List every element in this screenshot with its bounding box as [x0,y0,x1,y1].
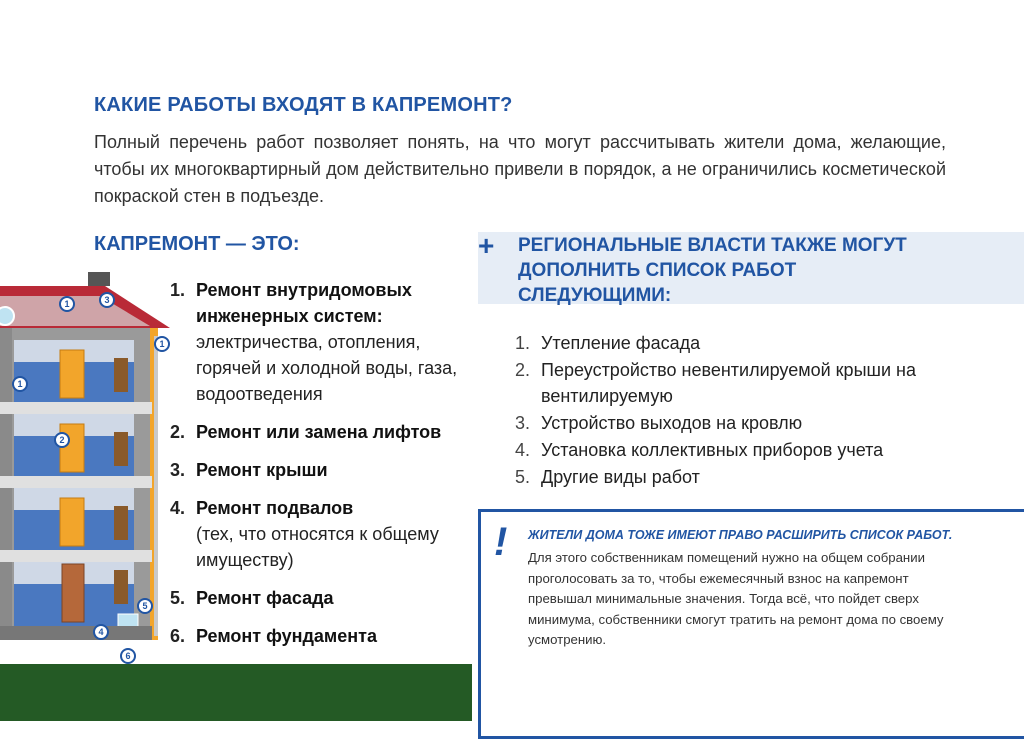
item-number: 4. [515,439,531,460]
page-heading: КАКИЕ РАБОТЫ ВХОДЯТ В КАПРЕМОНТ? [94,94,513,116]
list-item [170,623,470,649]
item-number: 5. [170,588,186,608]
svg-text:3: 3 [104,295,110,305]
note-title: ЖИТЕЛИ ДОМА ТОЖЕ ИМЕЮТ ПРАВО РАСШИРИТЬ СПИСОК РАБОТ. [528,528,953,542]
svg-text:5: 5 [142,601,148,611]
item-number: 1. [515,333,531,353]
item-number: 2. [515,359,531,380]
list-item [515,357,965,410]
item-title: Ремонт крыши [196,460,328,480]
list-item [170,457,470,483]
item-title: Ремонт внутридомовых инженерных систем: [196,280,412,326]
marker-4 [94,625,108,639]
svg-text:1: 1 [64,299,70,309]
note-body: Для этого собственникам помещений нужно на общем собрании проголосовать за то, чтобы ежемесячный взнос на капремонт превышал минимальные значения. Тогда всё, что пойдет сверх минимума, собственники смогут тратить на ремонт дома по своему усмотрению. [528,550,944,647]
plus-icon: + [478,230,495,261]
exclamation-icon: ! [494,520,508,564]
item-number: 2. [170,422,186,442]
item-title: Ремонт фундамента [196,626,377,646]
list-item [170,495,470,573]
svg-text:2: 2 [59,435,65,445]
item-title: Ремонт подвалов [196,498,354,518]
item-number: 6. [170,626,186,646]
regional-title: РЕГИОНАЛЬНЫЕ ВЛАСТИ ТАКЖЕ МОГУТ ДОПОЛНИТЬ СПИСОК РАБОТ СЛЕДУЮЩИМИ: [518,235,907,306]
marker-1b [155,337,169,351]
list-item [515,330,965,357]
item-number: 3. [170,460,186,480]
item-description: (тех, что относятся к общему имуществу) [196,524,439,570]
marker-1 [60,297,74,311]
list-item [515,437,965,464]
svg-text:1: 1 [17,379,23,389]
intro-paragraph: Полный перечень работ позволяет понять, на что могут рассчитывать жители дома, желающие, чтобы их многоквартирный дом действительно привели в порядок, а не ограничились косметической покраской стен в подъезде. [94,132,946,206]
svg-text:6: 6 [125,651,131,661]
regional-works-list [515,330,965,490]
item-number: 1. [170,280,186,300]
item-description: электричества, отопления, горячей и холодной воды, газа, водоотведения [196,332,458,404]
item-text: Устройство выходов на кровлю [541,413,803,434]
list-item [170,419,470,445]
marker-5 [138,599,152,613]
svg-text:4: 4 [98,627,104,637]
marker-1c [13,377,27,391]
list-item [170,277,470,407]
item-title: Ремонт фасада [196,588,334,608]
list-item [170,585,470,611]
item-number: 3. [515,413,531,434]
item-text: Переустройство невентилируемой крыши на вентилируемую [541,359,916,407]
grass-ground [0,664,472,721]
marker-6 [121,649,135,663]
list-item [515,410,965,437]
list-item [515,464,965,491]
item-title: Ремонт или замена лифтов [196,422,442,442]
svg-text:1: 1 [159,339,165,349]
item-number: 5. [515,466,531,487]
item-text: Утепление фасада [541,333,701,353]
marker-3 [100,293,114,307]
section-title: КАПРЕМОНТ — ЭТО: [94,233,300,255]
item-text: Установка коллективных приборов учета [541,439,884,460]
marker-2 [55,433,69,447]
item-text: Другие виды работ [541,466,700,487]
main-works-list [170,277,470,649]
item-number: 4. [170,498,186,518]
building-illustration [0,270,175,670]
